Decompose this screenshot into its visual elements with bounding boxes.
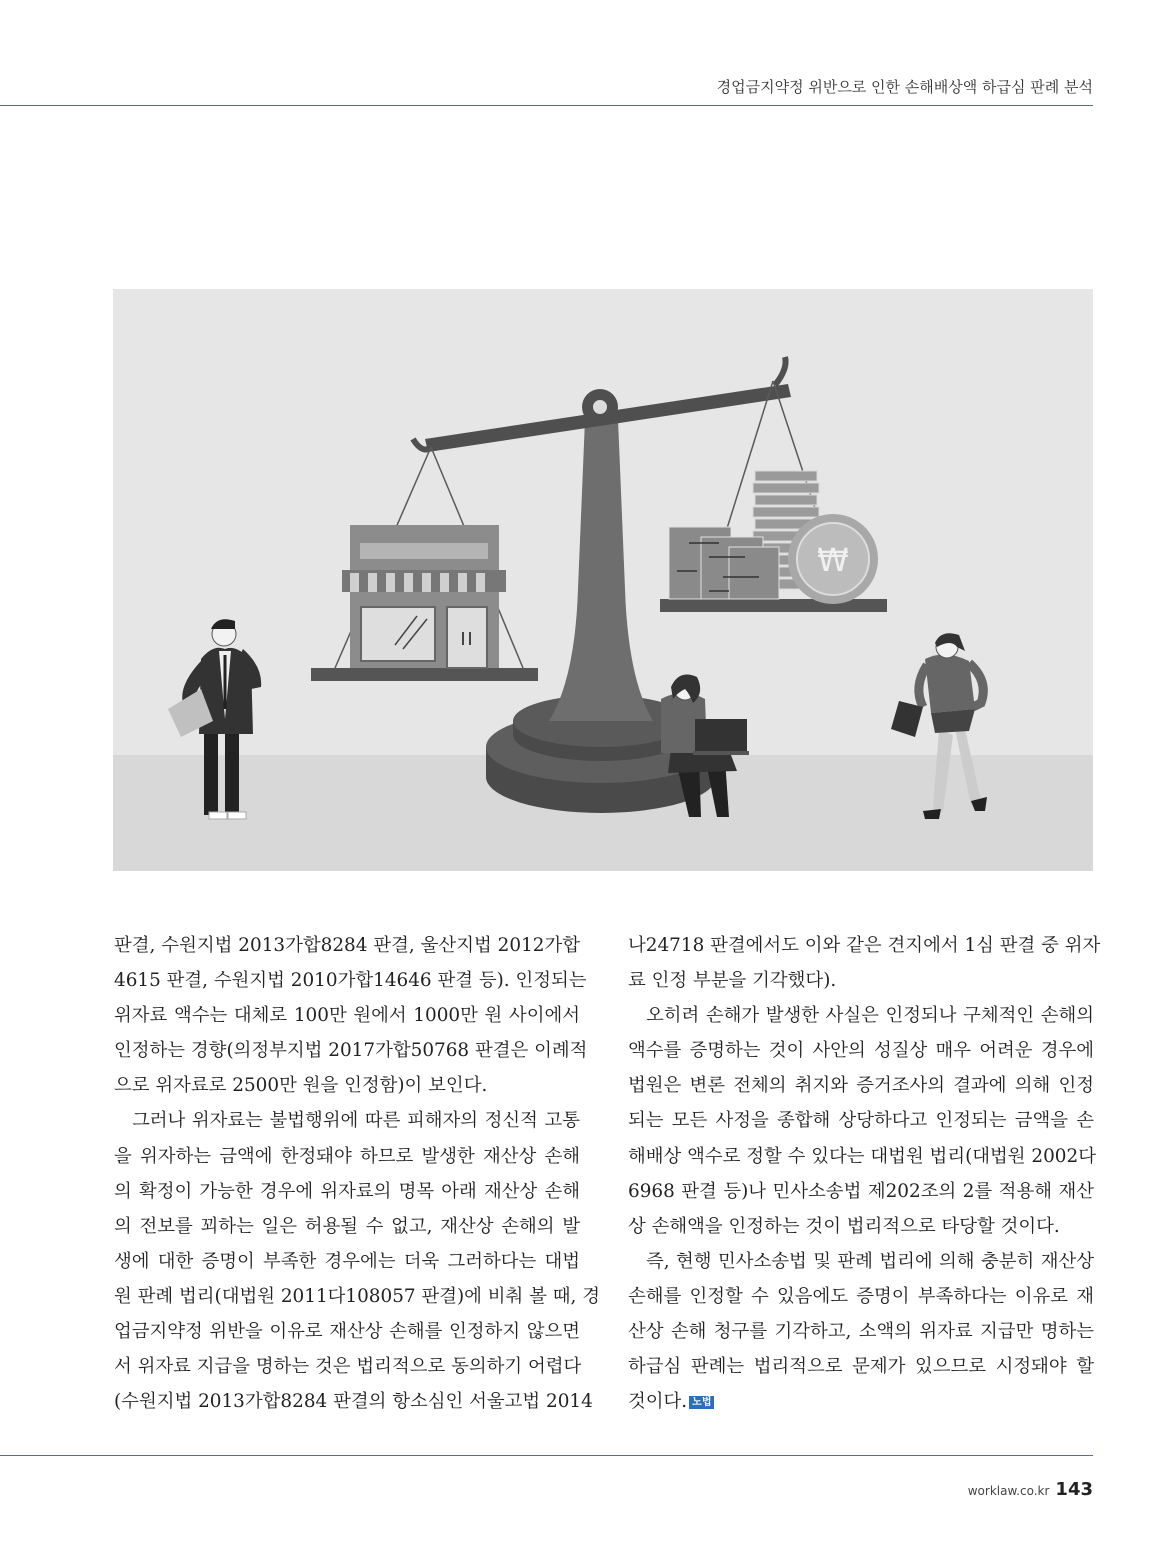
text-line: 위자료 액수는 대체로 100만 원에서 1000만 원 사이에서 [114,1005,580,1027]
running-header-title: 경업금지약정 위반으로 인한 손해배상액 하급심 판례 분석 [716,78,1093,96]
footer-site-url: worklaw.co.kr [967,1484,1050,1498]
text-line: 의 확정이 가능한 경우에 위자료의 명목 아래 재산상 손해 [114,1180,580,1202]
page-footer [968,1479,1093,1500]
text-line: 을 위자하는 금액에 한정돼야 하므로 발생한 재산상 손해 [114,1145,580,1167]
text-line-final-text: 것이다. [628,1391,688,1413]
text-line: 판결, 수원지법 2013가합8284 판결, 울산지법 2012가합 [114,935,580,956]
text-line: 손해를 인정할 수 있음에도 증명이 부족하다는 이유로 재 [628,1285,1094,1307]
text-line: 으로 위자료로 2500만 원을 인정함)이 보인다. [114,1075,488,1097]
text-line: 서 위자료 지급을 명하는 것은 법리적으로 동의하기 어렵다 [114,1356,582,1378]
text-line: 상 손해액을 인정하는 것이 법리적으로 타당할 것이다. [628,1215,1060,1237]
text-line: 업금지약정 위반을 이유로 재산상 손해를 인정하지 않으면 [114,1321,580,1343]
page-number: 143 [1055,1479,1093,1500]
text-line: 생에 대한 증명이 부족한 경우에는 더욱 그러하다는 대법 [114,1250,580,1272]
text-line: 4615 판결, 수원지법 2010가합14646 판결 등). 인정되는 [114,970,587,992]
text-line: 액수를 증명하는 것이 사안의 성질상 매우 어려운 경우에 [628,1040,1094,1062]
text-line: 나24718 판결에서도 이와 같은 견지에서 1심 판결 중 위자 [628,935,1101,956]
footer-divider [0,1455,1093,1456]
text-line: 즉, 현행 민사소송법 및 판례 법리에 의해 충분히 재산상 [646,1250,1094,1272]
text-line: 되는 모든 사정을 종합해 상당하다고 인정되는 금액을 손 [628,1110,1094,1132]
text-line: 법원은 변론 전체의 취지와 증거조사의 결과에 의해 인정 [628,1075,1094,1097]
text-line-final [628,1384,1094,1419]
scale-illustration [113,289,1093,871]
text-line: 오히려 손해가 발생한 사실은 인정되나 구체적인 손해의 [646,1005,1094,1027]
end-mark-badge: 노법 [689,1396,714,1409]
text-line: 해배상 액수로 정할 수 있다는 대법원 법리(대법원 2002다 [628,1145,1096,1167]
text-line: (수원지법 2013가합8284 판결의 항소심인 서울고법 2014 [114,1391,593,1413]
won-symbol: ₩ [817,541,849,579]
text-line: 의 전보를 꾀하는 일은 허용될 수 없고, 재산상 손해의 발 [114,1215,580,1237]
text-line: 그러나 위자료는 불법행위에 따른 피해자의 정신적 고통 [132,1110,580,1132]
text-line: 원 판례 법리(대법원 2011다108057 판결)에 비춰 볼 때, 경 [114,1285,600,1307]
text-line: 산상 손해 청구를 기각하고, 소액의 위자료 지급만 명하는 [628,1321,1094,1343]
text-line: 하급심 판례는 법리적으로 문제가 있으므로 시정돼야 할 [628,1356,1094,1378]
text-line: 료 인정 부분을 기각했다). [628,970,837,992]
header-divider [0,105,1093,106]
text-line: 6968 판결 등)나 민사소송법 제202조의 2를 적용해 재산 [628,1180,1094,1202]
article-column-right [628,928,1101,1419]
text-line: 인정하는 경향(의정부지법 2017가합50768 판결은 이례적 [114,1040,588,1062]
article-column-left [114,928,600,1419]
